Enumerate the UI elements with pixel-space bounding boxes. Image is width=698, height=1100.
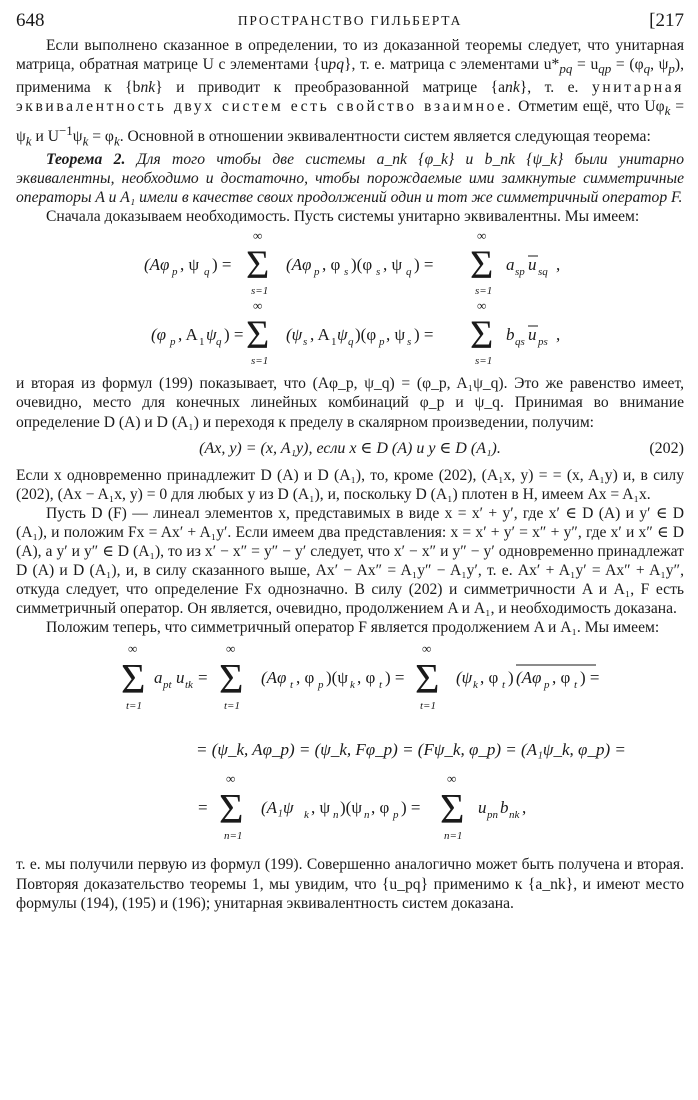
svg-text:, ψ: , ψ (311, 798, 331, 818)
svg-text:, φ: , φ (552, 668, 571, 688)
svg-text:Σ: Σ (415, 657, 440, 704)
equation-block-2 (16, 637, 684, 841)
svg-text:k: k (350, 679, 355, 692)
svg-text:) =: ) = (385, 668, 405, 688)
svg-text:1: 1 (199, 336, 205, 349)
svg-text:s=1: s=1 (251, 355, 269, 368)
svg-text:s: s (407, 336, 412, 349)
svg-text:, φ: , φ (480, 668, 499, 688)
paragraph-3: и вторая из формул (199) показывает, что (Aφ_p, ψ_q) = (φ_p, A₁ψ_q). Это же равенство имеет, очевидно, место для конечных линейных комбинаций φ_p и ψ_q. Принимая во внимание определение D (A) и D (A₁) и переходя к пределу в скалярном произведении, получим: (16, 375, 684, 431)
svg-text:s=1: s=1 (475, 355, 493, 368)
section-number: [217 (649, 10, 684, 31)
svg-text:∞: ∞ (477, 298, 487, 314)
svg-text:∞: ∞ (422, 641, 432, 657)
svg-text:t: t (290, 679, 294, 692)
svg-text:p: p (379, 336, 385, 349)
svg-text:q: q (216, 336, 222, 349)
svg-text:)(ψ: )(ψ (340, 798, 362, 818)
svg-text:p: p (170, 336, 176, 349)
paragraph-2: Сначала доказываем необходимость. Пусть системы унитарно эквивалентны. Мы имеем: (46, 208, 640, 226)
svg-text:n: n (364, 809, 370, 822)
equation-block-1-svg (16, 226, 684, 368)
running-title: ПРОСТРАНСТВО ГИЛЬБЕРТА (237, 13, 463, 28)
svg-text:pn: pn (487, 809, 498, 822)
svg-text:ψ: ψ (337, 325, 348, 345)
svg-text:Σ: Σ (246, 242, 270, 288)
svg-text:t: t (502, 679, 506, 692)
svg-text:s: s (344, 266, 349, 279)
svg-text:) =: ) = (414, 255, 434, 275)
svg-text:(ψ: (ψ (286, 325, 303, 345)
svg-text:ps: ps (538, 336, 548, 349)
theorem-statement: Для того чтобы две системы a_nk {φ_k} и b_nk {ψ_k} были унитарно эквивалентны, необходимо и достаточно, чтобы порождаемые ими замкнутые симметричные операторы A и A₁ имели в качестве своих продолжений один и тот же симметричный оператор F. (16, 150, 684, 207)
svg-text:b: b (506, 325, 515, 345)
svg-text:p: p (318, 679, 324, 692)
svg-text:p: p (314, 266, 320, 279)
svg-text:s: s (376, 266, 381, 279)
svg-text:u: u (528, 255, 537, 275)
svg-text:) =: ) = (414, 325, 434, 345)
page-header (16, 10, 684, 36)
paragraph-4: Если x одновременно принадлежит D (A) и D (A₁), то, кроме (202), (A₁x, y) = = (x, A₁y) и, в силу (202), (Ax − A₁x, y) = 0 для любых y из D (A₁), и, поскольку D (A₁) плотен в H, имеем Ax = A₁x. (16, 466, 684, 503)
svg-text:∞: ∞ (477, 228, 487, 244)
svg-text:sq: sq (538, 266, 548, 279)
equation-202-number: (202) (649, 439, 684, 457)
svg-text:u: u (176, 668, 185, 688)
svg-text:k: k (304, 809, 309, 822)
svg-text:Σ: Σ (246, 312, 270, 358)
theorem-2 (16, 150, 684, 207)
svg-text:p: p (544, 679, 550, 692)
svg-text:a: a (506, 255, 515, 275)
svg-text:s: s (303, 336, 308, 349)
svg-text:, A: , A (310, 325, 330, 345)
svg-text:(Aφ: (Aφ (516, 668, 542, 688)
book-page (16, 10, 684, 913)
svg-text:Σ: Σ (470, 242, 494, 288)
paragraph-6: Положим теперь, что симметричный оператор F является продолжением A и A₁. Мы имеем: (46, 619, 660, 637)
svg-text:∞: ∞ (447, 771, 457, 787)
svg-text:t=1: t=1 (126, 700, 142, 713)
svg-text:s=1: s=1 (251, 285, 269, 298)
svg-text:(Aφ: (Aφ (286, 255, 312, 275)
svg-text:∞: ∞ (253, 228, 263, 244)
svg-text:,: , (556, 255, 561, 275)
svg-text:, φ: , φ (296, 668, 315, 688)
svg-text:(Aφ: (Aφ (261, 668, 287, 688)
svg-text:p: p (393, 809, 399, 822)
svg-text:Σ: Σ (219, 657, 244, 704)
svg-text:pt: pt (163, 679, 172, 692)
svg-text:=: = (198, 798, 208, 818)
svg-text:Σ: Σ (440, 787, 465, 834)
svg-text:u: u (528, 325, 537, 345)
paragraph-5: Пусть D (F) — линеал элементов x, представимых в виде x = x′ + y′, где x′ ∈ D (A) и y′ ∈ D (A₁), и положим Fx = Ax′ + A₁y′. Если имеем два представления: x = x′ + y′ = x″ + y″, где x′ и x″ ∈ D (A), а y′ и y″ ∈ D (A₁), то из x′ − x″ = y″ − y′ следует, что x′ − x″ и y″ − y′ одновременно принадлежат D (A) и D (A₁), и, в силу сказанного выше, Ax′ − Ax″ = A₁y″ − A₁y′, т. е. Ax′ + A₁y′ = Ax″ + A₁y″, откуда следует, что определение Fx однозначно. В силу (202) и симметричности A и A₁, F есть симметричный оператор. Он является, очевидно, продолжением A и A₁, и необходимость доказана. (16, 504, 684, 618)
svg-text:) =: ) = (580, 668, 600, 688)
svg-text:)(φ: )(φ (351, 255, 373, 275)
paragraph-1: Если выполнено сказанное в определении, то из доказанной теоремы следует, что унитарная матрица, обратная матрице U с элементами {upq}, т. е. матрица с элементами $u*_{pq} = u_{qp} = (\varphi_q$, $\psi_p$), применима к {bnk} и приводит к преобразованной матрице {ank}, т. е. унитарная эквивалентность двух систем есть свойство взаимное. Отметим ещё, что $U\varphi_k = \psi_k$ и $U^{-1}\psi_k = \varphi_k$. Основной в отношении эквивалентности систем является следующая теорема: (16, 37, 685, 148)
svg-text:n=1: n=1 (224, 830, 243, 843)
svg-text:t=1: t=1 (224, 700, 240, 713)
svg-text:, φ: , φ (322, 255, 341, 275)
svg-text:) =: ) = (212, 255, 232, 275)
svg-text:q: q (348, 336, 354, 349)
svg-text:, A: , A (178, 325, 198, 345)
svg-text:(ψ: (ψ (456, 668, 473, 688)
svg-text:(A₁ψ: (A₁ψ (261, 798, 294, 818)
svg-text:, ψ: , ψ (180, 255, 200, 275)
svg-text:s=1: s=1 (475, 285, 493, 298)
svg-text:)(ψ: )(ψ (326, 668, 348, 688)
svg-text:k: k (473, 679, 478, 692)
svg-text:1: 1 (331, 336, 337, 349)
theorem-label: Теорема 2. (46, 150, 126, 168)
svg-text:)(φ: )(φ (355, 325, 377, 345)
paragraph-7: т. е. мы получили первую из формул (199). Совершенно аналогично может быть получена и вторая. Повторяя доказательство теоремы 1, мы увидим, что {u_pq} применимо к {a_nk}, и имеют место формулы (194), (195) и (196); унитарная эквивалентность систем доказана. (16, 856, 684, 912)
svg-text:u: u (478, 798, 487, 818)
svg-text:,: , (522, 798, 527, 818)
equation-block-1 (16, 226, 684, 368)
svg-text:Σ: Σ (219, 787, 244, 834)
svg-text:t: t (379, 679, 383, 692)
svg-text:ψ: ψ (206, 325, 217, 345)
page-number: 648 (16, 10, 45, 31)
svg-text:nk: nk (509, 809, 520, 822)
svg-text:∞: ∞ (226, 641, 236, 657)
emphasized-phrase: унитарная эквивалентность двух систем есть свойство взаимное. (16, 79, 684, 116)
equation-block-2-svg (16, 637, 684, 841)
svg-text:Σ: Σ (470, 312, 494, 358)
svg-text:, φ: , φ (371, 798, 390, 818)
svg-text:, ψ: , ψ (383, 255, 403, 275)
svg-text:(φ: (φ (151, 325, 167, 345)
svg-text:∞: ∞ (253, 298, 263, 314)
svg-text:, φ: , φ (357, 668, 376, 688)
svg-text:) =: ) = (401, 798, 421, 818)
svg-text:q: q (204, 266, 210, 279)
svg-text:, ψ: , ψ (386, 325, 406, 345)
svg-text:n: n (333, 809, 339, 822)
svg-text:,: , (556, 325, 561, 345)
svg-text:): ) (508, 668, 514, 688)
svg-text:p: p (172, 266, 178, 279)
svg-text:q: q (406, 266, 412, 279)
svg-text:sp: sp (515, 266, 525, 279)
equation-202 (16, 438, 684, 460)
equation-202-text: (Ax, y) = (x, A₁y), если x ∈ D (A) и y ∈ D (A₁). (199, 439, 501, 457)
svg-text:qs: qs (515, 336, 525, 349)
svg-text:=: = (198, 668, 208, 688)
svg-text:) =: ) = (224, 325, 244, 345)
svg-text:b: b (500, 798, 509, 818)
svg-text:= (ψ_k, Aφ_p) = (ψ_k, Fφ_p) =: = (ψ_k, Aφ_p) = (ψ_k, Fφ_p) = (Fψ_k, φ_p) = (A₁ψ_k, φ_p) = (196, 740, 626, 760)
svg-text:Σ: Σ (121, 657, 146, 704)
svg-text:∞: ∞ (226, 771, 236, 787)
svg-text:n=1: n=1 (444, 830, 463, 843)
svg-text:a: a (154, 668, 163, 688)
svg-text:t: t (574, 679, 578, 692)
svg-text:(Aφ: (Aφ (144, 255, 170, 275)
svg-text:t=1: t=1 (420, 700, 436, 713)
svg-text:tk: tk (185, 679, 193, 692)
svg-text:∞: ∞ (128, 641, 138, 657)
